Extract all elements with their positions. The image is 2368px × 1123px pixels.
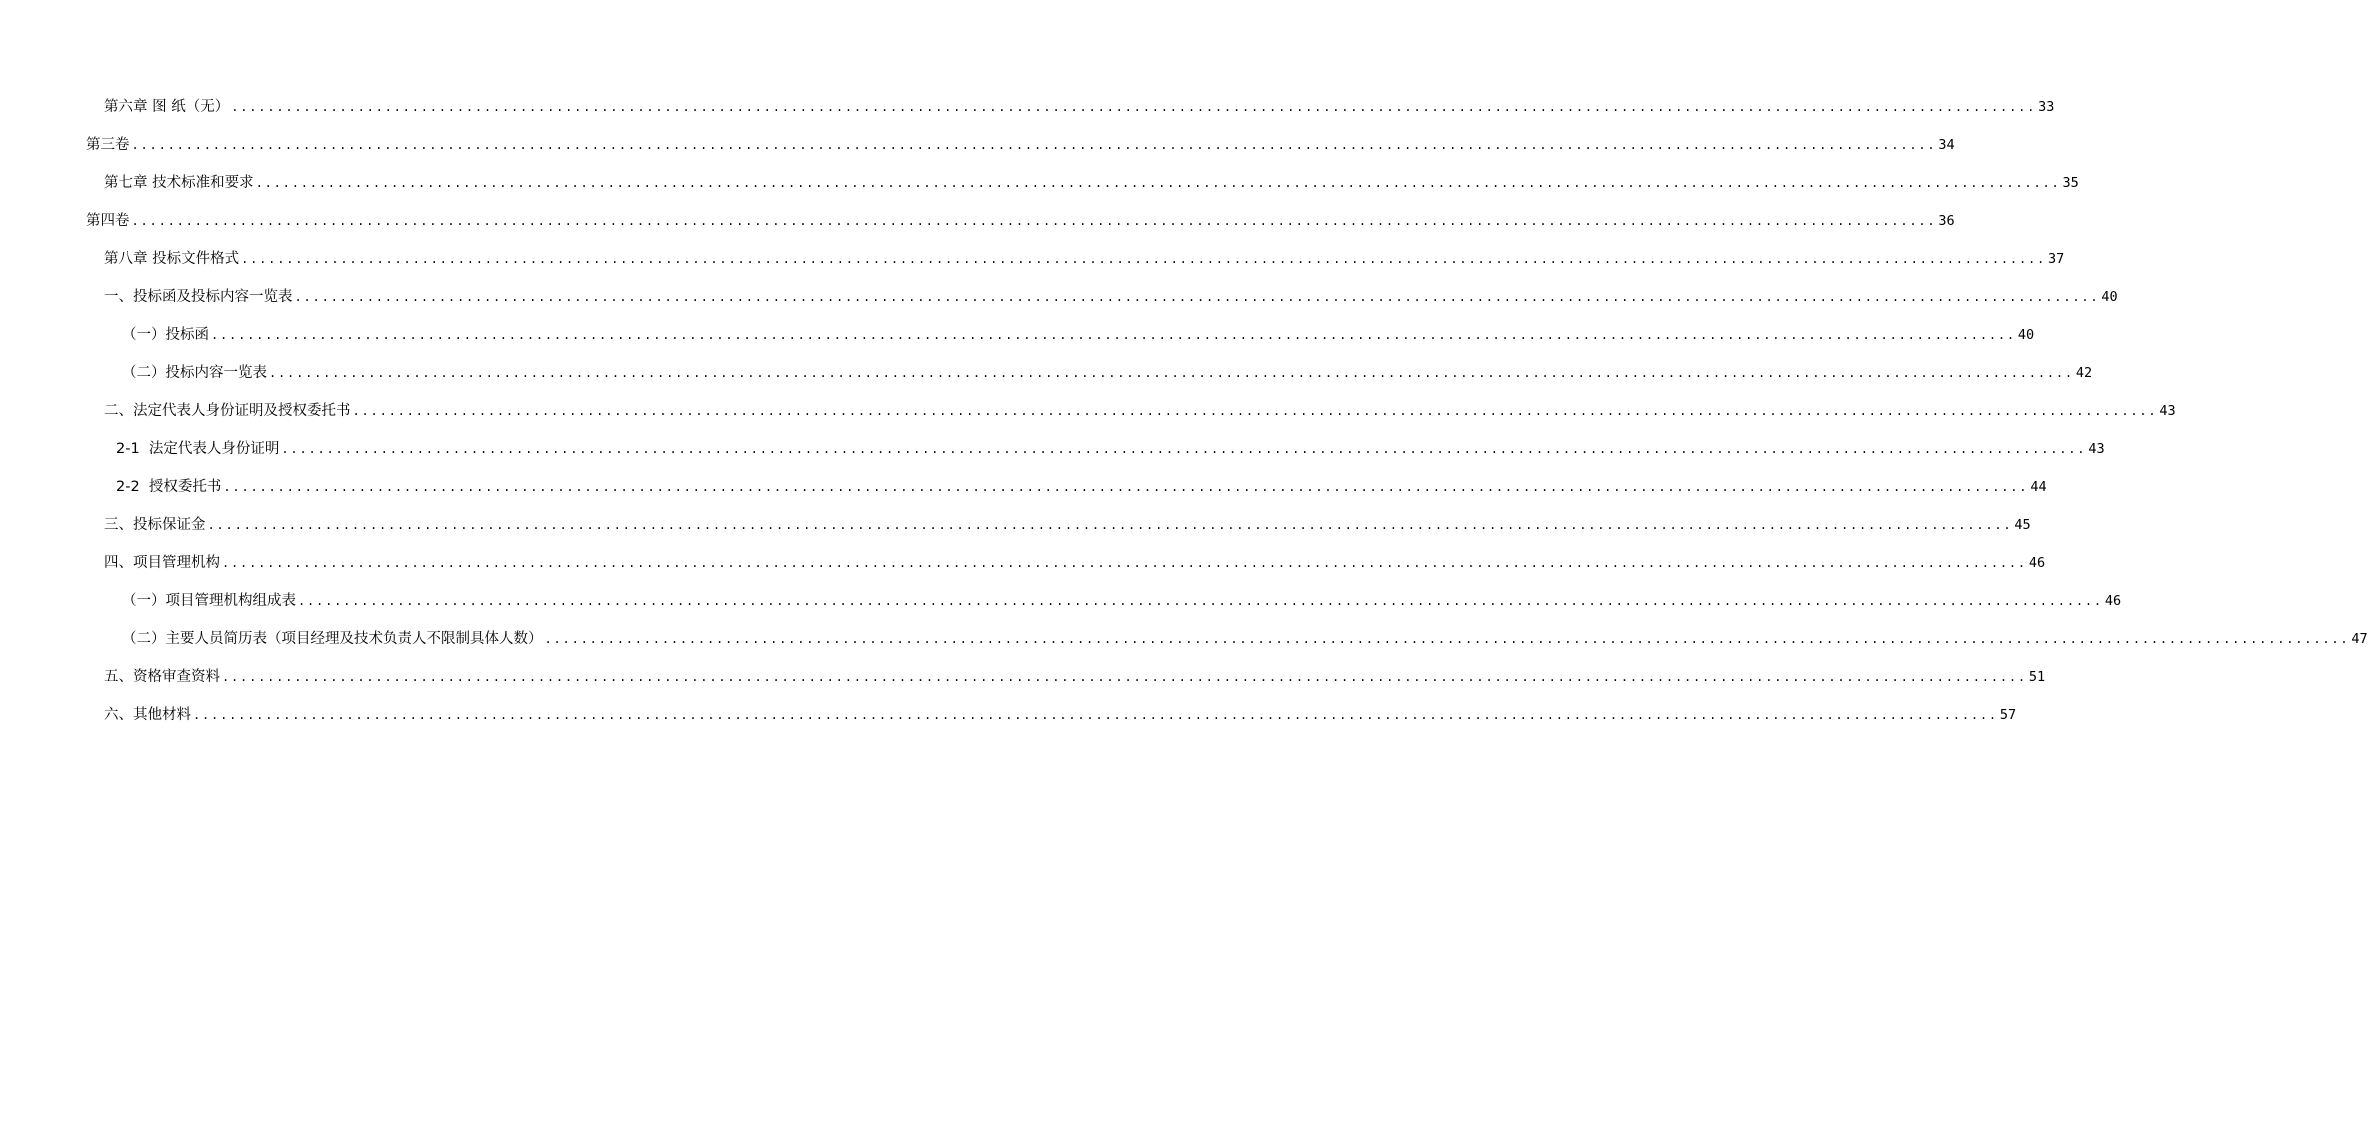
toc-entry[interactable] <box>0 316 2035 354</box>
toc-entry-page: 40 <box>2017 327 2035 343</box>
toc-entry[interactable] <box>0 696 2017 734</box>
toc-entry-label: （二）主要人员简历表（项目经理及技术负责人不限制具体人数） <box>122 631 543 647</box>
toc-entry-page: 40 <box>2101 289 2118 305</box>
toc-entry-page: 34 <box>1938 137 1955 153</box>
dot-leader: ........................................................................................................................................................................................................ <box>231 100 2037 114</box>
dot-leader: ........................................................................................................................................................................................................ <box>241 252 2047 266</box>
toc-entry[interactable] <box>0 506 2031 544</box>
table-of-contents <box>0 88 2368 734</box>
toc-entry-label: 四、项目管理机构 <box>104 555 220 571</box>
toc-entry-page: 51 <box>2028 669 2046 685</box>
toc-entry-page: 43 <box>2088 441 2105 457</box>
toc-entry-label: 一、投标函及投标内容一览表 <box>104 289 293 305</box>
dot-leader: ........................................................................................................................................................................................................ <box>207 518 2013 532</box>
toc-entry-label: 第七章 技术标准和要求 <box>104 175 254 191</box>
dot-leader: ........................................................................................................................................................................................................ <box>222 556 2027 570</box>
toc-entry-page: 42 <box>2075 365 2093 381</box>
toc-entry[interactable] <box>0 88 2055 126</box>
toc-entry-page: 37 <box>2048 251 2065 267</box>
toc-entry-page: 35 <box>2062 175 2079 191</box>
toc-entry-label: 二、法定代表人身份证明及授权委托书 <box>104 403 351 419</box>
toc-entry-label: （一）项目管理机构组成表 <box>122 593 296 609</box>
toc-entry[interactable] <box>0 202 1955 240</box>
toc-entry[interactable] <box>0 468 2047 506</box>
toc-entry-label: 第六章 图 纸（无） <box>104 99 230 115</box>
toc-entry[interactable] <box>0 430 2105 468</box>
toc-entry[interactable] <box>0 392 2176 430</box>
toc-entry-page: 43 <box>2159 403 2176 419</box>
toc-entry-page: 46 <box>2104 593 2122 609</box>
toc-entry-page: 33 <box>2038 99 2055 115</box>
toc-entry-label: 第四卷 <box>86 213 130 229</box>
toc-entry[interactable] <box>0 278 2118 316</box>
toc-entry-label: （二）投标内容一览表 <box>122 365 267 381</box>
toc-entry-label: 三、投标保证金 <box>104 517 206 533</box>
toc-entry[interactable] <box>0 240 2065 278</box>
dot-leader: ........................................................................................................................................................................................................ <box>544 632 2350 646</box>
dot-leader: ........................................................................................................................................................................................................ <box>255 176 2061 190</box>
dot-leader: ........................................................................................................................................................................................................ <box>294 290 2100 304</box>
toc-entry[interactable] <box>0 658 2046 696</box>
toc-entry-label: （一）投标函 <box>122 327 209 343</box>
dot-leader: ........................................................................................................................................................................................................ <box>223 480 2029 494</box>
toc-entry-page: 46 <box>2028 555 2046 571</box>
dot-leader: ........................................................................................................................................................................................................ <box>211 328 2016 342</box>
toc-entry-page: 57 <box>1999 707 2017 723</box>
dot-leader: ........................................................................................................................................................................................................ <box>281 442 2087 456</box>
dot-leader: ........................................................................................................................................................................................................ <box>298 594 2103 608</box>
toc-entry[interactable] <box>0 354 2093 392</box>
toc-entry-page: 36 <box>1938 213 1955 229</box>
toc-entry[interactable] <box>0 544 2046 582</box>
toc-entry[interactable] <box>0 164 2079 202</box>
dot-leader: ........................................................................................................................................................................................................ <box>193 708 1998 722</box>
toc-entry[interactable] <box>0 620 2368 658</box>
dot-leader: ........................................................................................................................................................................................................ <box>222 670 2027 684</box>
toc-entry-label: 五、资格审查资料 <box>104 669 220 685</box>
toc-entry-page: 45 <box>2014 517 2031 533</box>
dot-leader: ........................................................................................................................................................................................................ <box>352 404 2158 418</box>
dot-leader: ........................................................................................................................................................................................................ <box>131 214 1937 228</box>
toc-entry-page: 47 <box>2351 631 2368 647</box>
toc-entry-label: 第八章 投标文件格式 <box>104 251 240 267</box>
toc-entry-label: 第三卷 <box>86 137 130 153</box>
toc-entry[interactable] <box>0 582 2122 620</box>
toc-entry[interactable] <box>0 126 1955 164</box>
toc-entry-label: 2-2 授权委托书 <box>116 479 222 495</box>
dot-leader: ........................................................................................................................................................................................................ <box>269 366 2074 380</box>
dot-leader: ........................................................................................................................................................................................................ <box>131 138 1937 152</box>
toc-entry-label: 2-1 法定代表人身份证明 <box>116 441 280 457</box>
toc-entry-label: 六、其他材料 <box>104 707 191 723</box>
toc-entry-page: 44 <box>2030 479 2047 495</box>
